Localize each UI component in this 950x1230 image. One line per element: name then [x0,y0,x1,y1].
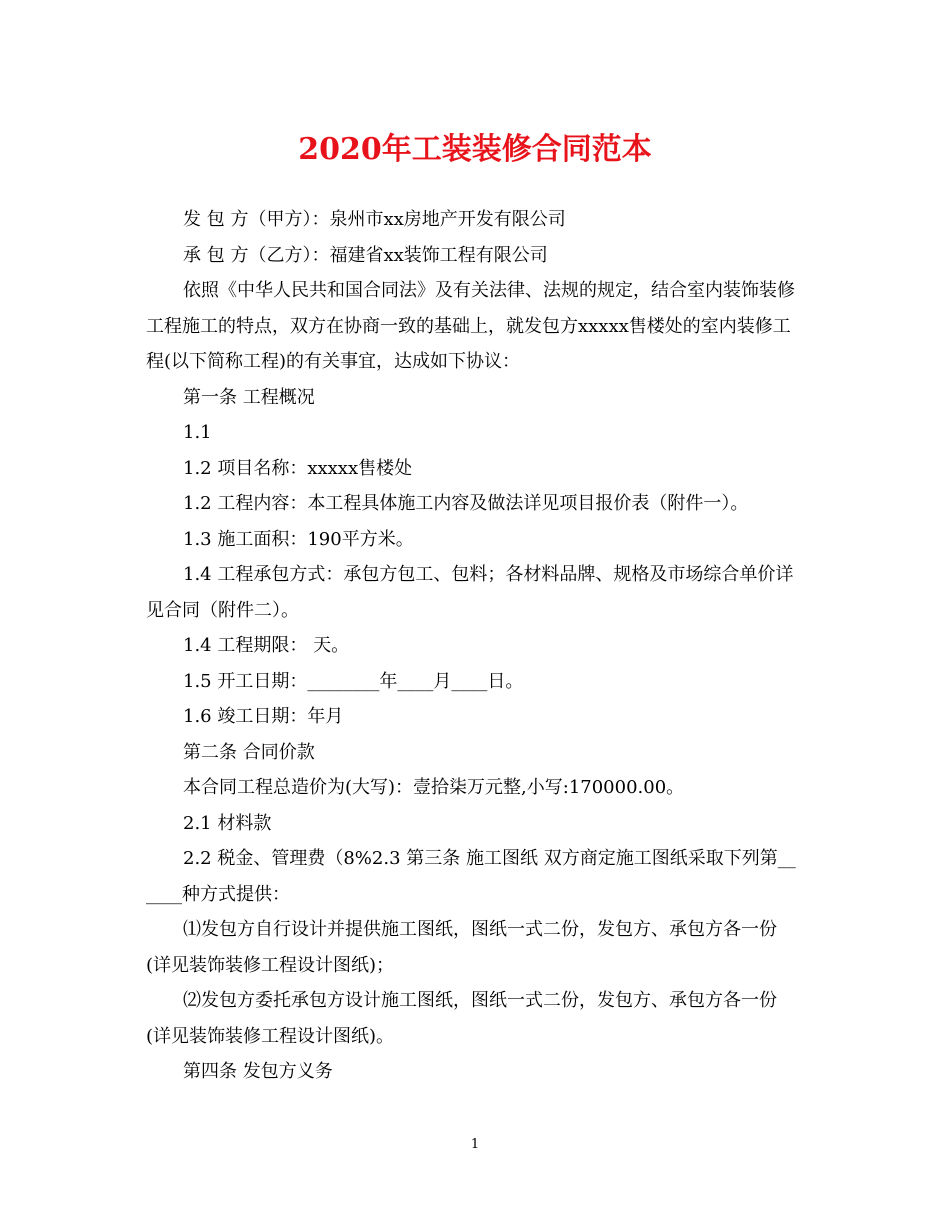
clause-start-date: 1.5 开工日期：________年____月____日。 [183,670,524,692]
drawing-option-1: ⑴发包方自行设计并提供施工图纸，图纸一式二份，发包方、承包方各一份(详见装饰装修工程设计图纸)； [146,919,777,976]
page-number: 1 [470,1137,480,1152]
clause-tax-drawings: 2.2 税金、管理费（8%2.3 第三条 施工图纸 双方商定施工图纸采取下列第______种方式提供： [146,848,796,905]
article-2-heading: 第二条 合同价款 [183,741,315,763]
drawing-option-2: ⑵发包方委托承包方设计施工图纸，图纸一式二份，发包方、承包方各一份(详见装饰装修工程设计图纸)。 [146,990,777,1047]
document-body [146,202,796,1090]
party-b-line: 承 包 方（乙方）：福建省xx装饰工程有限公司 [183,244,548,266]
clause-project-name: 1.2 项目名称：xxxxx售楼处 [183,457,413,479]
party-a-line: 发 包 方（甲方）：泉州市xx房地产开发有限公司 [183,209,566,230]
preamble-paragraph: 依照《中华人民共和国合同法》及有关法律、法规的规定，结合室内装饰装修工程施工的特点，双方在协商一致的基础上，就发包方xxxxx售楼处的室内装修工程(以下简称工程)的有关事宜，达成如下协议： [146,280,795,372]
total-price-paragraph: 本合同工程总造价为(大写)：壹拾柒万元整,小写:170000.00。 [183,777,685,798]
article-4-heading: 第四条 发包方义务 [183,1061,333,1082]
document-title: 2020年工装装修合同范本 [298,132,652,167]
clause-project-content: 1.2 工程内容：本工程具体施工内容及做法详见项目报价表（附件一）。 [183,493,749,514]
clause-completion-date: 1.6 竣工日期：年月 [183,706,344,727]
article-1-heading: 第一条 工程概况 [183,386,315,408]
clause-1-1: 1.1 [183,422,212,443]
clause-project-duration: 1.4 工程期限： 天。 [183,635,350,656]
clause-material-cost: 2.1 材料款 [183,812,272,834]
clause-contract-method: 1.4 工程承包方式：承包方包工、包料；各材料品牌、规格及市场综合单价详见合同（附件二）。 [146,564,794,621]
clause-construction-area: 1.3 施工面积：190平方米。 [183,528,414,550]
